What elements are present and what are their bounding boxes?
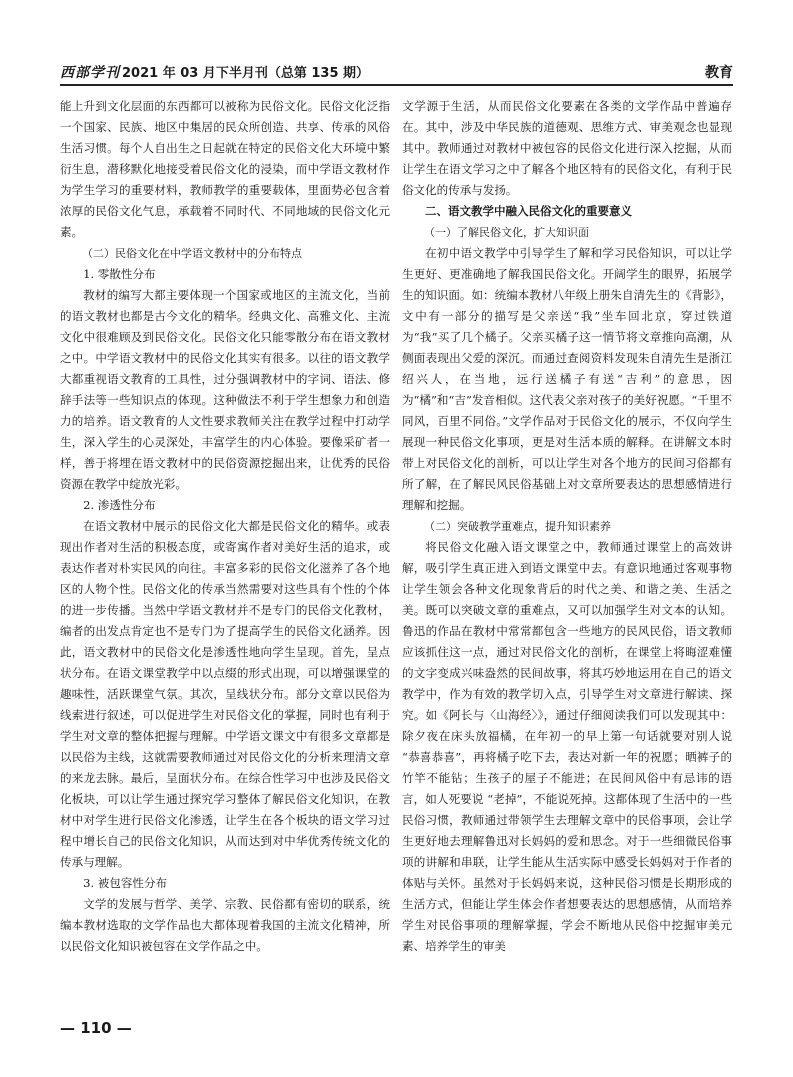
paragraph: 教材的编写大都主要体现一个国家或地区的主流文化，当前的语文教材也都是古今文化的精华。经典文化、高雅文化、主流文化中很难顾及到民俗文化。民俗文化只能零散分布在语文教材之中。中学语文教材中的民俗文化其实有很多。以往的语文教学大都重视语文教育的工具性，过分强调教材中的字词、语法、修辞手法等一些知识点的体现。这种做法不利于学生想象力和创造力的培养。语文教育的人文性要求教师关注在教学过程中打动学生，深入学生的心灵深处，丰富学生的内心体验。要像采矿者一样，善于将埋在语文教材中的民俗资源挖掘出来，让优秀的民俗资源在教学中绽放光彩。 — [60, 288, 390, 491]
subsection-heading: （一）了解民俗文化，扩大知识面 — [424, 226, 589, 239]
numbered-heading: 3. 被包容性分布 — [83, 876, 168, 890]
paragraph: 在初中语文教学中引导学生了解和学习民俗知识，可以让学生更好、更准确地了解我国民俗文化。开阔学生的眼界，拓展学生的知识面。如：统编本教材八年级上册朱自清先生的《背影》，文中有一部分的描写是父亲送“我”坐车回北京，穿过铁道为“我”买了几个橘子。父亲买橘子这一情节将文章推向高潮，从侧面表现出父爱的深沉。而通过查阅资料发现朱自清先生是浙江绍兴人，在当地，远行送橘子有送“吉利”的意思，因为“橘”和“吉”发音相似。这代表父亲对孩子的美好祝愿。“千里不同风，百里不同俗。”文学作品对于民俗文化的展示，不仅向学生展现一种民俗文化事项，更是对生活本质的解释。在讲解文本时带上对民俗文化的剖析，可以让学生对各个地方的民间习俗都有所了解，在了解民风民俗基础上对文章所要表达的思想感情进行理解和挖掘。 — [402, 246, 732, 512]
left-column — [60, 96, 390, 957]
paragraph: 文学源于生活，从而民俗文化要素在各类的文学作品中普遍存在。其中，涉及中华民族的道德观、思维方式、审美观念也显现其中。教师通过对教材中被包容的民俗文化进行深入挖掘，从而让学生在语文学习之中了解各个地区特有的民俗文化，有利于民俗文化的传承与发扬。 — [402, 99, 732, 197]
section-heading: 二、语文教学中融入民俗文化的重要意义 — [425, 204, 632, 218]
section-label: 教育 — [705, 65, 733, 81]
journal-masthead — [60, 62, 369, 82]
paragraph: 能上升到文化层面的东西都可以被称为民俗文化。民俗文化泛指一个国家、民族、地区中集居的民众所创造、共享、传承的风俗生活习惯。每个人自出生之日起就在特定的民俗文化大环境中繁衍生息，潜移默化地接受着民俗文化的浸染，而中学语文教材作为学生学习的重要材料，教师教学的重要载体，里面势必包含着浓厚的民俗文化气息，承载着不同时代、不同地域的民俗文化元素。 — [60, 99, 390, 239]
numbered-heading: 1. 零散性分布 — [83, 267, 156, 281]
paragraph: 文学的发展与哲学、美学、宗教、民俗都有密切的联系，统编本教材选取的文学作品也大都体现着我国的主流文化精神，所以民俗文化知识被包容在文学作品之中。 — [60, 897, 390, 953]
journal-name: 西部学刊 — [60, 65, 120, 81]
subsection-heading: （二）民俗文化在中学语文教材中的分布特点 — [82, 247, 302, 260]
subsection-heading: （二）突破教学重难点，提升知识素养 — [424, 520, 611, 533]
numbered-heading: 2. 渗透性分布 — [83, 498, 156, 512]
right-column — [402, 96, 732, 957]
paragraph: 将民俗文化融入语文课堂之中，教师通过课堂上的高效讲解，吸引学生真正进入到语文课堂中去。有意识地通过客观事物让学生领会各种文化现象背后的时代之美、和谐之美、生活之美。既可以突破文章的重难点，又可以加强学生对文本的认知。鲁迅的作品在教材中常常都包含一些地方的民风民俗，语文教师应该抓住这一点，通过对民俗文化的剖析，在课堂上将晦涩难懂的文字变成兴味盎然的民间故事，将其巧妙地运用在自己的语文教学中，作为有效的教学切入点，引导学生对文章进行解读、探究。如《阿长与〈山海经〉》，通过仔细阅读我们可以发现其中：除夕夜在床头放福橘，在年初一的早上第一句话就要对别人说 “恭喜恭喜”，再将橘子吃下去，表达对新一年的祝愿；晒裤子的竹竿不能钻；生孩子的屋子不能进；在民间风俗中有忌讳的语言，如人死要说 “老掉”，不能说死掉。这都体现了生活中的一些民俗习惯，教师通过带领学生去理解文章中的民俗事项，会让学生更好地去理解鲁迅对长妈妈的爱和思念。对于一些细微民俗事项的讲解和串联，让学生能从生活实际中感受长妈妈对于作者的体贴与关怀。虽然对于长妈妈来说，这种民俗习惯是长期形成的生活方式，但能让学生体会作者想要表达的思想感情，从而培养学生对民俗事项的理解掌握，学会不断地从民俗中挖掘审美元素、培养学生的审美 — [402, 540, 732, 953]
issue-info: 2021 年 03 月下半月刊（总第 135 期） — [122, 66, 370, 81]
page-number: — 110 — — [60, 1019, 132, 1037]
page-header — [60, 60, 733, 86]
paragraph: 在语文教材中展示的民俗文化大都是民俗文化的精华。或表现出作者对生活的积极态度，或寄寓作者对美好生活的追求，或表达作者对朴实民风的向往。丰富多彩的民俗文化滋养了各个地区的人物个性。民俗文化的传承当然需要对这些具有个性的个体的进一步传播。当然中学语文教材并不是专门的民俗文化教材，编者的出发点肯定也不是专门为了提高学生的民俗文化涵养。因此，语文教材中的民俗文化是渗透性地向学生呈现。首先，呈点状分布。在语文课堂教学中以点缀的形式出现，可以增强课堂的趣味性，活跃课堂气氛。其次，呈线状分布。部分文章以民俗为线索进行叙述，可以促进学生对民俗文化的掌握，同时也有利于学生对文章的整体把握与理解。中学语文课文中有很多文章都是以民俗为主线，这就需要教师通过对民俗文化的分析来理清文章的来龙去脉。最后，呈面状分布。在综合性学习中也涉及民俗文化板块，可以让学生通过探究学习整体了解民俗文化知识，在教材中对学生进行民俗文化渗透，让学生在各个板块的语文学习过程中增长自己的民俗文化知识，从而达到对中华优秀传统文化的传承与理解。 — [60, 519, 390, 869]
